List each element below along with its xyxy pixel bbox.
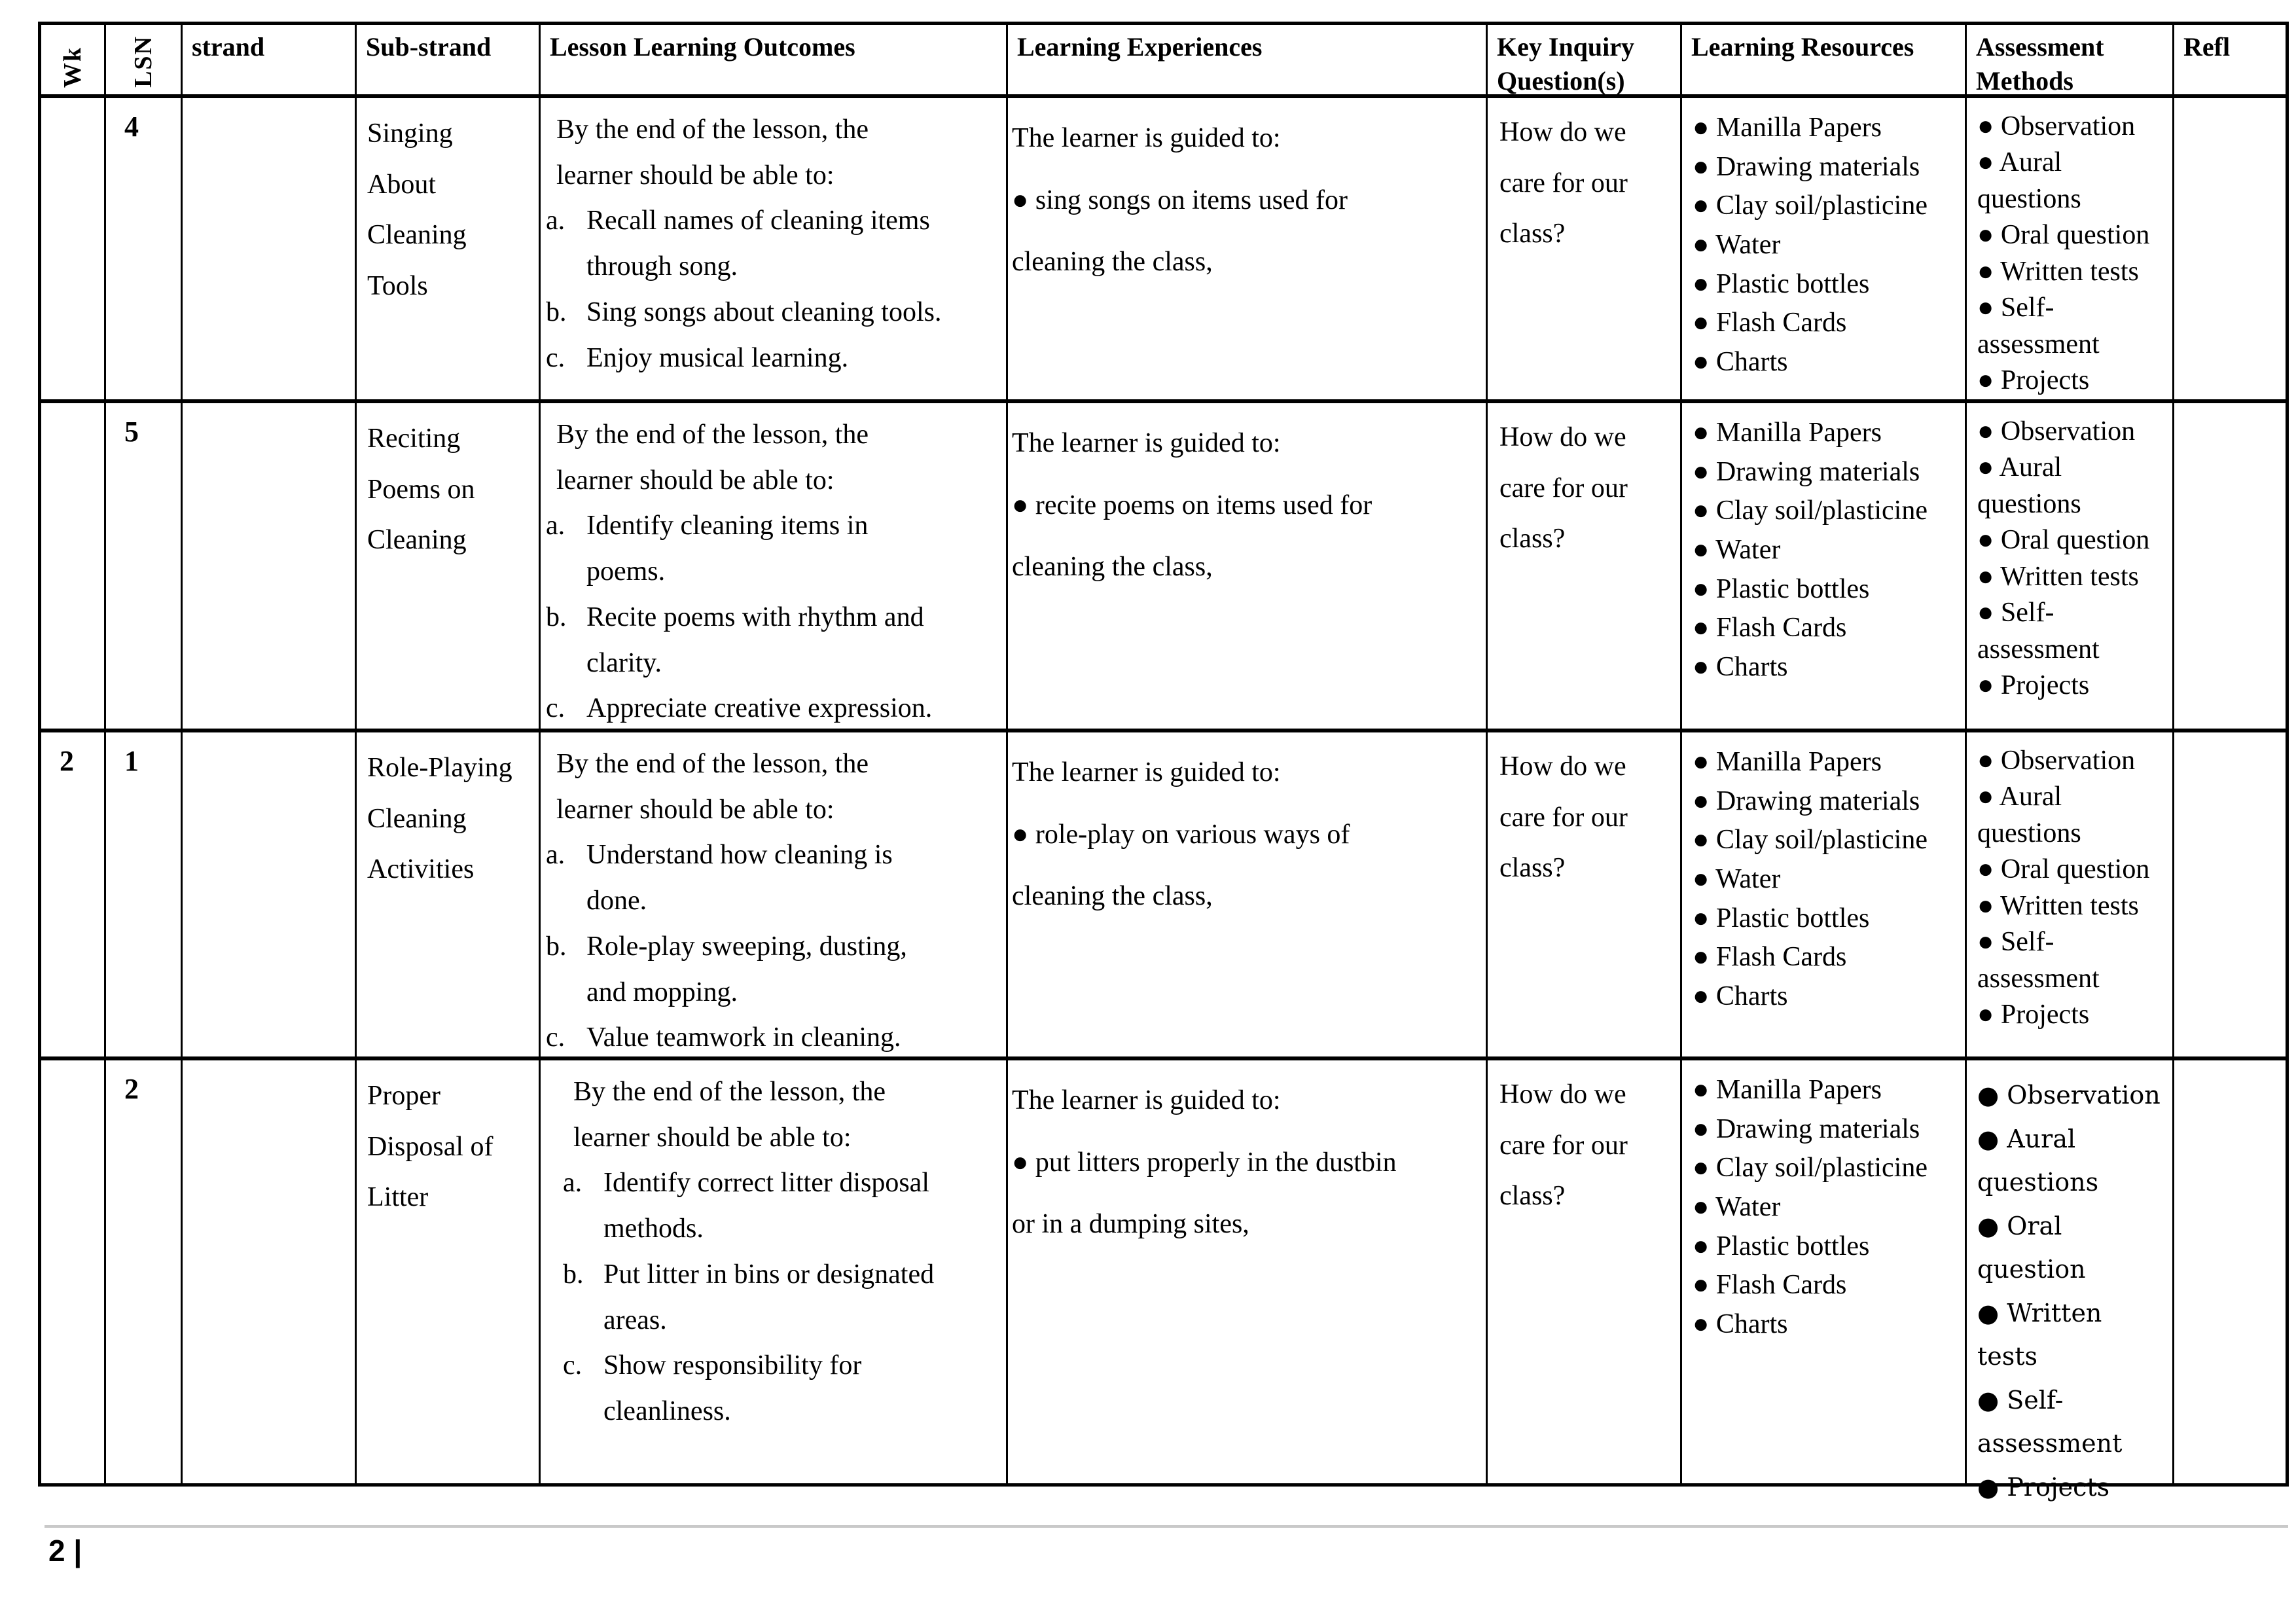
lesson-plan-table [38,22,2289,1502]
row-4-resources: ● Manilla Papers ● Drawing materials ● Clay soil/plasticine ● Water ● Plastic bottles ● Flash Cards ● Charts [1682,1060,1967,1483]
row-3-assessment: ● Observation ● Aural questions ● Oral question ● Written tests ● Self- assessment ● Projects [1967,732,2174,1060]
outcome-item: a. Identify correct litter disposal methods. [563,1168,929,1244]
row-1-experiences: The learner is guided to: ● sing songs on items used for cleaning the class, [1008,98,1488,403]
row-2-resources: ● Manilla Papers ● Drawing materials ● Clay soil/plasticine ● Water ● Plastic bottles ● Flash Cards ● Charts [1682,403,1967,732]
header-cell-assessment: Assessment Methods [1967,25,2174,98]
row-4-strand [183,1060,357,1483]
row-2-inquiry: How do we care for our class? [1488,403,1682,732]
outcomes-intro: By the end of the lesson, the learner should be able to: [556,749,869,825]
row-2-experiences: The learner is guided to: ● recite poems on items used for cleaning the class, [1008,403,1488,732]
row-2-outcomes [541,403,1008,732]
outcome-item: a. Understand how cleaning is done. [546,840,893,916]
outcome-item: b. Sing songs about cleaning tools. [546,297,942,327]
row-4-lsn: 2 [106,1060,183,1483]
row-3-wk: 2 [41,732,106,1060]
lsn-header-label: LSN [130,35,157,88]
outcome-item: c. Show responsibility for cleanliness. [563,1350,862,1427]
row-2-assessment: ● Observation ● Aural questions ● Oral question ● Written tests ● Self- assessment ● Projects [1967,403,2174,732]
row-4-inquiry: How do we care for our class? [1488,1060,1682,1483]
row-3-inquiry: How do we care for our class? [1488,732,1682,1060]
outcomes-intro: By the end of the lesson, the learner should be able to: [556,420,869,496]
row-4-refl [2174,1060,2286,1483]
row-3-experiences: The learner is guided to: ● role-play on various ways of cleaning the class, [1008,732,1488,1060]
outcome-item: c. Enjoy musical learning. [546,342,849,373]
outcome-item: b. Put litter in bins or designated areas. [563,1259,935,1335]
header-cell-wk [41,25,106,98]
header-cell-resources: Learning Resources [1682,25,1967,98]
header-cell-sub-strand: Sub-strand [357,25,541,98]
row-3-sub-strand: Role-Playing Cleaning Activities [357,732,541,1060]
row-4-experiences: The learner is guided to: ● put litters properly in the dustbin or in a dumping sites, [1008,1060,1488,1483]
row-2-lsn: 5 [106,403,183,732]
row-2-sub-strand: Reciting Poems on Cleaning [357,403,541,732]
outcome-item: b. Role-play sweeping, dusting, and mopping. [546,931,907,1007]
header-cell-outcomes: Lesson Learning Outcomes [541,25,1008,98]
outcome-item: a. Identify cleaning items in poems. [546,511,869,587]
outcome-item: c. Value teamwork in cleaning. [546,1022,901,1053]
row-2-refl [2174,403,2286,732]
page-number: 2 | [48,1534,82,1568]
row-3-strand [183,732,357,1060]
row-1-strand [183,98,357,403]
row-4-wk [41,1060,106,1483]
row-4-assessment: ● Observation ● Aural questions ● Oral question ● Written tests ● Self- assessment ● Projects [1967,1060,2174,1483]
outcome-item: c. Appreciate creative expression. [546,693,933,724]
header-cell-experiences: Learning Experiences [1008,25,1488,98]
row-4-sub-strand: Proper Disposal of Litter [357,1060,541,1483]
row-3-outcomes [541,732,1008,1060]
row-2-wk [41,403,106,732]
row-1-outcomes [541,98,1008,403]
row-1-resources: ● Manilla Papers ● Drawing materials ● Clay soil/plasticine ● Water ● Plastic bottles ● Flash Cards ● Charts [1682,98,1967,403]
outcome-item: a. Recall names of cleaning items through song. [546,206,930,282]
row-1-inquiry: How do we care for our class? [1488,98,1682,403]
header-cell-refl: Refl [2174,25,2286,98]
row-1-wk [41,98,106,403]
row-1-sub-strand: Singing About Cleaning Tools [357,98,541,403]
row-1-assessment: ● Observation ● Aural questions ● Oral question ● Written tests ● Self- assessment ● Projects [1967,98,2174,403]
header-cell-strand: strand [183,25,357,98]
outcomes-intro: By the end of the lesson, the learner should be able to: [556,115,869,190]
outcomes-intro: By the end of the lesson, the learner should be able to: [573,1077,886,1153]
row-2-strand [183,403,357,732]
row-3-refl [2174,732,2286,1060]
header-cell-lsn [106,25,183,98]
row-4-outcomes [541,1060,1008,1483]
wk-header-label: Wk [59,46,86,88]
row-3-resources: ● Manilla Papers ● Drawing materials ● Clay soil/plasticine ● Water ● Plastic bottles ● Flash Cards ● Charts [1682,732,1967,1060]
header-cell-inquiry: Key Inquiry Question(s) [1488,25,1682,98]
outcome-item: b. Recite poems with rhythm and clarity. [546,602,924,678]
row-1-lsn: 4 [106,98,183,403]
footer-divider [45,1525,2288,1528]
row-3-lsn: 1 [106,732,183,1060]
row-1-refl [2174,98,2286,403]
